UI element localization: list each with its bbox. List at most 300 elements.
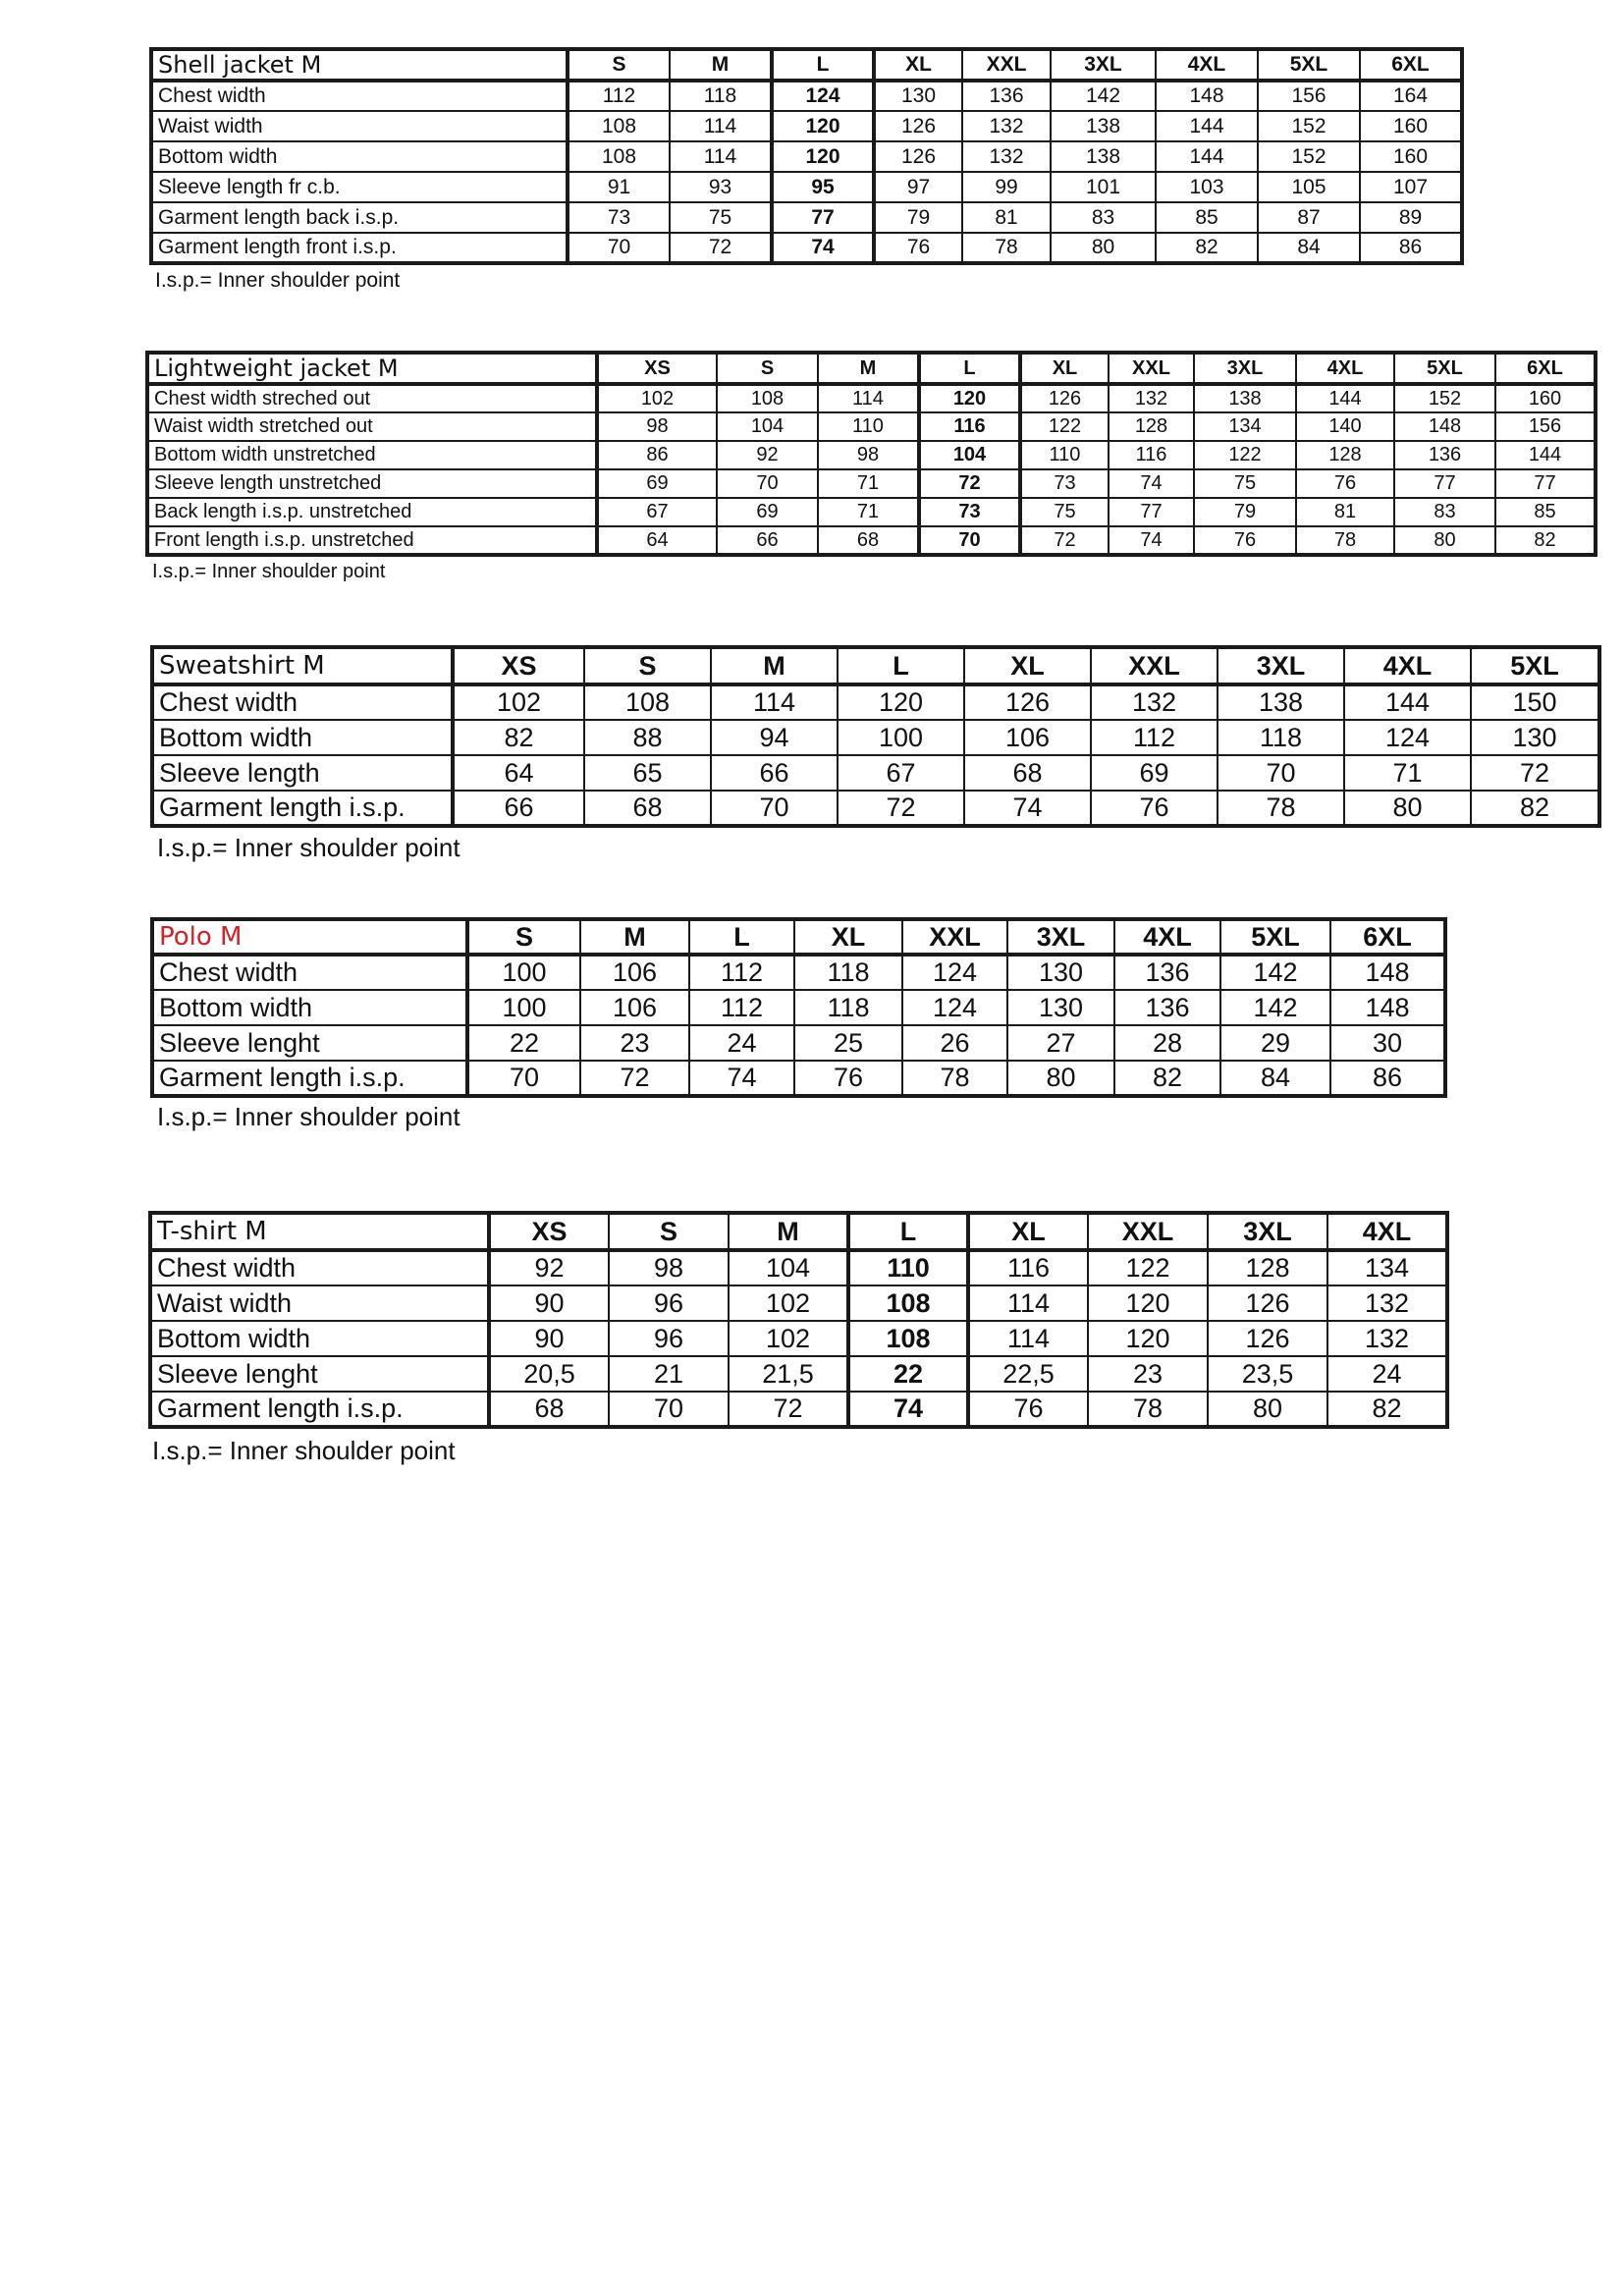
measurement-value: 114 <box>711 684 838 720</box>
measurement-value: 74 <box>689 1061 794 1096</box>
measurement-value: 22 <box>467 1025 580 1061</box>
measurement-value: 89 <box>1360 202 1462 233</box>
measurement-value: 67 <box>597 498 717 526</box>
size-header-row <box>150 1213 1447 1250</box>
measurement-label: Bottom width unstretched <box>147 441 597 469</box>
measurement-value: 103 <box>1156 172 1258 202</box>
measurement-value: 77 <box>772 202 874 233</box>
measurement-value: 70 <box>717 469 818 498</box>
measurement-value: 120 <box>1088 1285 1208 1321</box>
measurement-value: 72 <box>1471 755 1599 791</box>
measurement-value: 75 <box>1020 498 1109 526</box>
size-header-cell: XXL <box>902 919 1007 955</box>
measurement-value: 132 <box>1327 1321 1447 1356</box>
measurement-value: 152 <box>1258 141 1360 172</box>
size-header-cell: 4XL <box>1327 1213 1447 1250</box>
measurement-label: Waist width <box>151 111 568 141</box>
size-header-row <box>151 49 1462 81</box>
size-header-cell: 3XL <box>1194 353 1296 384</box>
measurement-value: 142 <box>1051 81 1156 111</box>
measurement-value: 98 <box>609 1250 729 1285</box>
measurement-value: 69 <box>1091 755 1218 791</box>
size-header-cell: 3XL <box>1208 1213 1327 1250</box>
measurement-value: 27 <box>1007 1025 1114 1061</box>
measurement-value: 130 <box>1007 955 1114 990</box>
measurement-value: 83 <box>1051 202 1156 233</box>
measurement-value: 82 <box>453 720 584 755</box>
measurement-value: 126 <box>874 141 962 172</box>
measurement-label: Chest width <box>152 955 467 990</box>
measurement-value: 142 <box>1220 990 1330 1025</box>
measurement-value: 70 <box>711 791 838 826</box>
measurement-value: 86 <box>1360 233 1462 263</box>
measurement-value: 110 <box>818 412 919 441</box>
size-header-cell: XXL <box>1088 1213 1208 1250</box>
size-header-cell: 5XL <box>1471 647 1599 684</box>
measurement-value: 82 <box>1471 791 1599 826</box>
measurement-value: 120 <box>772 111 874 141</box>
size-header-cell: 3XL <box>1051 49 1156 81</box>
measurement-row <box>150 1321 1447 1356</box>
measurement-value: 122 <box>1020 412 1109 441</box>
measurement-value: 100 <box>467 955 580 990</box>
measurement-value: 69 <box>717 498 818 526</box>
measurement-value: 90 <box>489 1321 609 1356</box>
measurement-value: 126 <box>874 111 962 141</box>
measurement-value: 80 <box>1051 233 1156 263</box>
measurement-row <box>152 1025 1445 1061</box>
measurement-value: 96 <box>609 1321 729 1356</box>
measurement-value: 101 <box>1051 172 1156 202</box>
measurement-value: 144 <box>1156 111 1258 141</box>
measurement-value: 118 <box>1218 720 1344 755</box>
measurement-value: 86 <box>1330 1061 1445 1096</box>
measurement-row <box>151 202 1462 233</box>
size-header-row <box>152 647 1599 684</box>
measurement-value: 144 <box>1344 684 1471 720</box>
measurement-value: 88 <box>584 720 711 755</box>
measurement-row <box>151 172 1462 202</box>
size-header-cell: 3XL <box>1218 647 1344 684</box>
measurement-value: 108 <box>584 684 711 720</box>
size-header-cell: XL <box>794 919 902 955</box>
measurement-value: 28 <box>1114 1025 1220 1061</box>
measurement-value: 126 <box>1208 1321 1327 1356</box>
measurement-value: 128 <box>1109 412 1194 441</box>
sweatshirt-table <box>150 645 1601 828</box>
measurement-value: 74 <box>964 791 1091 826</box>
measurement-label: Bottom width <box>152 720 453 755</box>
measurement-value: 118 <box>794 990 902 1025</box>
size-header-row <box>147 353 1596 384</box>
measurement-value: 138 <box>1218 684 1344 720</box>
measurement-value: 20,5 <box>489 1356 609 1392</box>
measurement-value: 75 <box>1194 469 1296 498</box>
measurement-label: Chest width streched out <box>147 384 597 412</box>
measurement-value: 74 <box>848 1392 968 1427</box>
lightweight-jacket-table <box>145 351 1597 557</box>
measurement-value: 91 <box>568 172 670 202</box>
measurement-value: 73 <box>1020 469 1109 498</box>
isp-footnote: I.s.p.= Inner shoulder point <box>155 269 401 292</box>
measurement-value: 112 <box>689 955 794 990</box>
measurement-value: 78 <box>1218 791 1344 826</box>
polo-size-chart <box>150 917 1447 1098</box>
measurement-value: 136 <box>1114 955 1220 990</box>
measurement-value: 72 <box>729 1392 848 1427</box>
measurement-value: 68 <box>964 755 1091 791</box>
measurement-value: 21,5 <box>729 1356 848 1392</box>
size-header-cell: 4XL <box>1344 647 1471 684</box>
size-header-cell: 5XL <box>1394 353 1495 384</box>
measurement-value: 144 <box>1296 384 1394 412</box>
measurement-value: 76 <box>794 1061 902 1096</box>
measurement-value: 72 <box>838 791 964 826</box>
measurement-value: 100 <box>838 720 964 755</box>
measurement-value: 86 <box>597 441 717 469</box>
measurement-label: Garment length i.s.p. <box>152 1061 467 1096</box>
measurement-row <box>147 526 1596 555</box>
measurement-value: 78 <box>1296 526 1394 555</box>
measurement-value: 66 <box>711 755 838 791</box>
measurement-value: 68 <box>818 526 919 555</box>
measurement-value: 104 <box>729 1250 848 1285</box>
measurement-value: 85 <box>1156 202 1258 233</box>
measurement-row <box>152 755 1599 791</box>
measurement-value: 98 <box>818 441 919 469</box>
measurement-value: 122 <box>1088 1250 1208 1285</box>
size-header-cell: M <box>711 647 838 684</box>
size-header-cell: M <box>670 49 772 81</box>
measurement-value: 72 <box>670 233 772 263</box>
measurement-value: 132 <box>962 111 1051 141</box>
measurement-value: 94 <box>711 720 838 755</box>
measurement-value: 70 <box>568 233 670 263</box>
measurement-value: 160 <box>1360 111 1462 141</box>
measurement-value: 71 <box>818 469 919 498</box>
measurement-label: Waist width <box>150 1285 489 1321</box>
measurement-value: 84 <box>1258 233 1360 263</box>
t-shirt-size-chart <box>148 1211 1449 1429</box>
measurement-value: 160 <box>1360 141 1462 172</box>
measurement-value: 136 <box>962 81 1051 111</box>
measurement-row <box>147 441 1596 469</box>
measurement-value: 85 <box>1495 498 1596 526</box>
size-header-row <box>152 919 1445 955</box>
measurement-value: 74 <box>1109 469 1194 498</box>
measurement-row <box>151 141 1462 172</box>
measurement-row <box>150 1392 1447 1427</box>
measurement-value: 136 <box>1394 441 1495 469</box>
measurement-value: 73 <box>568 202 670 233</box>
measurement-value: 82 <box>1114 1061 1220 1096</box>
measurement-value: 90 <box>489 1285 609 1321</box>
measurement-value: 23 <box>1088 1356 1208 1392</box>
measurement-value: 92 <box>489 1250 609 1285</box>
measurement-value: 134 <box>1327 1250 1447 1285</box>
measurement-value: 124 <box>902 990 1007 1025</box>
measurement-value: 69 <box>597 469 717 498</box>
measurement-row <box>151 81 1462 111</box>
measurement-label: Chest width <box>150 1250 489 1285</box>
measurement-value: 68 <box>584 791 711 826</box>
measurement-row <box>152 955 1445 990</box>
measurement-value: 114 <box>818 384 919 412</box>
measurement-value: 96 <box>609 1285 729 1321</box>
measurement-value: 82 <box>1327 1392 1447 1427</box>
measurement-value: 102 <box>729 1285 848 1321</box>
measurement-label: Garment length i.s.p. <box>150 1392 489 1427</box>
isp-footnote: I.s.p.= Inner shoulder point <box>157 1102 460 1131</box>
size-header-cell: M <box>818 353 919 384</box>
measurement-row <box>152 684 1599 720</box>
measurement-value: 116 <box>968 1250 1088 1285</box>
measurement-value: 105 <box>1258 172 1360 202</box>
measurement-value: 70 <box>609 1392 729 1427</box>
measurement-value: 81 <box>962 202 1051 233</box>
measurement-value: 142 <box>1220 955 1330 990</box>
measurement-value: 148 <box>1330 955 1445 990</box>
size-header-cell: 5XL <box>1220 919 1330 955</box>
measurement-value: 144 <box>1156 141 1258 172</box>
measurement-value: 81 <box>1296 498 1394 526</box>
table-title: Lightweight jacket M <box>147 353 597 384</box>
size-header-cell: XL <box>968 1213 1088 1250</box>
measurement-value: 75 <box>670 202 772 233</box>
measurement-value: 108 <box>717 384 818 412</box>
measurement-value: 128 <box>1296 441 1394 469</box>
measurement-value: 64 <box>453 755 584 791</box>
measurement-value: 114 <box>968 1321 1088 1356</box>
measurement-value: 76 <box>1091 791 1218 826</box>
measurement-value: 118 <box>794 955 902 990</box>
measurement-value: 98 <box>597 412 717 441</box>
measurement-value: 68 <box>489 1392 609 1427</box>
size-header-cell: 4XL <box>1156 49 1258 81</box>
measurement-value: 95 <box>772 172 874 202</box>
measurement-value: 120 <box>1088 1321 1208 1356</box>
measurement-value: 152 <box>1258 111 1360 141</box>
measurement-value: 140 <box>1296 412 1394 441</box>
measurement-value: 78 <box>902 1061 1007 1096</box>
measurement-value: 120 <box>772 141 874 172</box>
measurement-value: 80 <box>1007 1061 1114 1096</box>
measurement-value: 148 <box>1330 990 1445 1025</box>
measurement-value: 107 <box>1360 172 1462 202</box>
size-header-cell: S <box>717 353 818 384</box>
table-title: Polo M <box>152 919 467 955</box>
measurement-value: 64 <box>597 526 717 555</box>
isp-footnote: I.s.p.= Inner shoulder point <box>157 833 460 862</box>
measurement-value: 112 <box>568 81 670 111</box>
measurement-value: 104 <box>717 412 818 441</box>
measurement-value: 148 <box>1156 81 1258 111</box>
size-header-cell: 3XL <box>1007 919 1114 955</box>
measurement-value: 114 <box>670 141 772 172</box>
size-header-cell: XS <box>453 647 584 684</box>
size-header-cell: S <box>584 647 711 684</box>
measurement-value: 72 <box>919 469 1020 498</box>
size-header-cell: 4XL <box>1296 353 1394 384</box>
measurement-value: 70 <box>467 1061 580 1096</box>
measurement-value: 23 <box>580 1025 689 1061</box>
isp-footnote: I.s.p.= Inner shoulder point <box>152 1436 456 1465</box>
measurement-value: 152 <box>1394 384 1495 412</box>
sweatshirt-size-chart <box>150 645 1601 828</box>
measurement-value: 102 <box>729 1321 848 1356</box>
measurement-value: 24 <box>689 1025 794 1061</box>
measurement-row <box>152 791 1599 826</box>
measurement-value: 79 <box>874 202 962 233</box>
size-header-cell: S <box>568 49 670 81</box>
measurement-value: 66 <box>453 791 584 826</box>
measurement-value: 124 <box>1344 720 1471 755</box>
measurement-value: 126 <box>1020 384 1109 412</box>
measurement-label: Chest width <box>151 81 568 111</box>
measurement-value: 73 <box>919 498 1020 526</box>
table-title: T-shirt M <box>150 1213 489 1250</box>
measurement-value: 71 <box>1344 755 1471 791</box>
measurement-value: 132 <box>1109 384 1194 412</box>
size-header-cell: XXL <box>1109 353 1194 384</box>
measurement-value: 24 <box>1327 1356 1447 1392</box>
measurement-value: 108 <box>848 1321 968 1356</box>
measurement-label: Waist width stretched out <box>147 412 597 441</box>
measurement-value: 130 <box>874 81 962 111</box>
measurement-row <box>147 469 1596 498</box>
polo-table <box>150 917 1447 1098</box>
measurement-value: 23,5 <box>1208 1356 1327 1392</box>
measurement-value: 102 <box>597 384 717 412</box>
measurement-value: 106 <box>964 720 1091 755</box>
measurement-value: 99 <box>962 172 1051 202</box>
measurement-value: 76 <box>968 1392 1088 1427</box>
measurement-value: 120 <box>838 684 964 720</box>
size-header-cell: L <box>848 1213 968 1250</box>
measurement-label: Bottom width <box>152 990 467 1025</box>
measurement-value: 76 <box>874 233 962 263</box>
measurement-value: 25 <box>794 1025 902 1061</box>
size-header-cell: XS <box>597 353 717 384</box>
measurement-value: 67 <box>838 755 964 791</box>
measurement-label: Sleeve length fr c.b. <box>151 172 568 202</box>
measurement-value: 104 <box>919 441 1020 469</box>
table-title: Sweatshirt M <box>152 647 453 684</box>
measurement-value: 126 <box>964 684 1091 720</box>
measurement-value: 130 <box>1007 990 1114 1025</box>
measurement-value: 122 <box>1194 441 1296 469</box>
measurement-value: 84 <box>1220 1061 1330 1096</box>
measurement-row <box>147 498 1596 526</box>
measurement-value: 74 <box>1109 526 1194 555</box>
measurement-value: 77 <box>1495 469 1596 498</box>
measurement-value: 78 <box>1088 1392 1208 1427</box>
measurement-value: 77 <box>1394 469 1495 498</box>
measurement-value: 108 <box>568 111 670 141</box>
measurement-label: Sleeve length unstretched <box>147 469 597 498</box>
table-title: Shell jacket M <box>151 49 568 81</box>
t-shirt-table <box>148 1211 1449 1429</box>
measurement-value: 136 <box>1114 990 1220 1025</box>
measurement-value: 156 <box>1258 81 1360 111</box>
measurement-row <box>152 720 1599 755</box>
measurement-value: 82 <box>1156 233 1258 263</box>
measurement-row <box>147 412 1596 441</box>
measurement-value: 124 <box>902 955 1007 990</box>
measurement-value: 114 <box>968 1285 1088 1321</box>
measurement-value: 72 <box>1020 526 1109 555</box>
measurement-value: 76 <box>1194 526 1296 555</box>
measurement-row <box>150 1250 1447 1285</box>
measurement-value: 108 <box>568 141 670 172</box>
measurement-value: 102 <box>453 684 584 720</box>
measurement-value: 110 <box>1020 441 1109 469</box>
measurement-row <box>147 384 1596 412</box>
measurement-value: 82 <box>1495 526 1596 555</box>
size-header-cell: S <box>467 919 580 955</box>
measurement-label: Garment length back i.s.p. <box>151 202 568 233</box>
size-header-cell: 6XL <box>1330 919 1445 955</box>
measurement-value: 130 <box>1471 720 1599 755</box>
measurement-value: 70 <box>919 526 1020 555</box>
measurement-value: 134 <box>1194 412 1296 441</box>
size-header-cell: XL <box>964 647 1091 684</box>
size-header-cell: XS <box>489 1213 609 1250</box>
measurement-label: Front length i.s.p. unstretched <box>147 526 597 555</box>
measurement-label: Back length i.s.p. unstretched <box>147 498 597 526</box>
measurement-value: 160 <box>1495 384 1596 412</box>
size-header-cell: L <box>689 919 794 955</box>
measurement-value: 124 <box>772 81 874 111</box>
measurement-value: 65 <box>584 755 711 791</box>
measurement-label: Bottom width <box>151 141 568 172</box>
measurement-value: 138 <box>1194 384 1296 412</box>
measurement-value: 71 <box>818 498 919 526</box>
size-header-cell: 6XL <box>1495 353 1596 384</box>
measurement-value: 150 <box>1471 684 1599 720</box>
size-header-cell: 4XL <box>1114 919 1220 955</box>
measurement-value: 164 <box>1360 81 1462 111</box>
measurement-value: 92 <box>717 441 818 469</box>
measurement-row <box>151 233 1462 263</box>
measurement-label: Bottom width <box>150 1321 489 1356</box>
measurement-value: 30 <box>1330 1025 1445 1061</box>
measurement-label: Garment length i.s.p. <box>152 791 453 826</box>
size-header-cell: M <box>580 919 689 955</box>
measurement-value: 72 <box>580 1061 689 1096</box>
measurement-row <box>152 990 1445 1025</box>
measurement-label: Chest width <box>152 684 453 720</box>
measurement-value: 26 <box>902 1025 1007 1061</box>
measurement-value: 138 <box>1051 141 1156 172</box>
measurement-value: 106 <box>580 955 689 990</box>
measurement-value: 120 <box>919 384 1020 412</box>
measurement-value: 132 <box>1327 1285 1447 1321</box>
measurement-value: 132 <box>962 141 1051 172</box>
lightweight-jacket-size-chart <box>145 351 1597 557</box>
shell-jacket-size-chart <box>149 47 1464 265</box>
measurement-value: 138 <box>1051 111 1156 141</box>
size-header-cell: L <box>838 647 964 684</box>
measurement-value: 78 <box>962 233 1051 263</box>
shell-jacket-table <box>149 47 1464 265</box>
measurement-row <box>151 111 1462 141</box>
measurement-label: Sleeve length <box>152 755 453 791</box>
measurement-row <box>150 1285 1447 1321</box>
measurement-value: 106 <box>580 990 689 1025</box>
size-header-cell: L <box>772 49 874 81</box>
measurement-value: 21 <box>609 1356 729 1392</box>
